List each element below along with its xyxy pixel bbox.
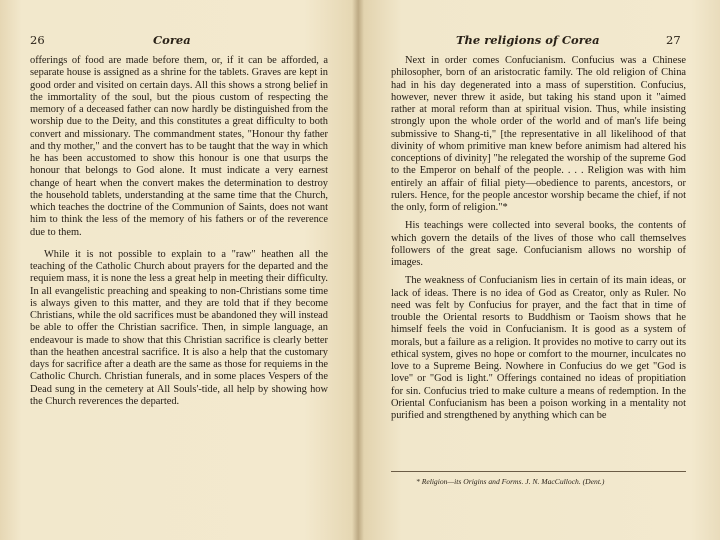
page-number-right: 27 bbox=[666, 33, 681, 47]
left-body bbox=[30, 55, 328, 408]
paragraph: The weakness of Confucianism lies in certain of its main ideas, or lack of ideas. There is no idea of God as Creator, only as Ruler. No need was felt by Confucius for prayer, and the fact that in time of trouble the Oriental resorts to Buddhism or Taoism shows that he himself feels the void in Confucianism. It is good as a system of morals, but a failure as a religion. It provides no motive to carry out its ethical system, gives no hope or comfort to the mourner, inculcates no love to a Supreme Being. Nowhere in Confucius do we get "God is love" or "God is light." Offerings contained no ideas of propitiation for sin. Confucius tried to make culture a means of redemption. In the Oriental Confucianism has been a poison working in a mentality not purified and strengthened by anything which can be bbox=[391, 275, 686, 421]
left-page bbox=[0, 0, 358, 540]
page-number-left: 26 bbox=[30, 33, 45, 47]
footnote-rule bbox=[391, 471, 686, 472]
paragraph: While it is not possible to explain to a "raw" heathen all the teaching of the Catholic Church about prayers for the departed and the requiem mass, it is none the less a great help in meeting their difficulty. In all evangelistic preaching and speaking to non-Christians some time is always given to this matter, and they are told that if they become Christians, while the old sacrifices must be abandoned they will instead be able to offer the Christian sacrifice. Then, in simple language, an endeavour is made to show that this Christian sacrifice is clearly better than the heathen ancestral sacrifice. It is also a help that the customary days for sacrifice after a death are the same as those for requiems in the Catholic Church. Christian funerals, and in some places Vespers of the Dead sung in the cemetery at All Souls'-tide, all help by showing how the Church reverences the departed. bbox=[30, 248, 328, 407]
paragraph: His teachings were collected into several books, the contents of which govern the details of the lives of those who call themselves followers of the great sage. Confucianism allows no worship of images. bbox=[391, 220, 686, 268]
paragraph: offerings of food are made before them, or, if it can be afforded, a separate house is assigned as a shrine for the tablets. Graves are kept in good order and visited on certain days. All this shows a strong belief in the immortality of the soul, but the pious custom of respecting the memory of a deceased father can now hardly be distinguished from the worship due to the Deity, and this constitutes a great difficulty to both convert and missionary. The commandment states, "Honour thy father and thy mother," and the convert has to be taught that the way in which he has been accustomed to show this honour is one that usurps the honour that belongs to God alone. It must indicate a very earnest change of heart when the convert makes the determination to destroy the household tablets, understanding at the same time that the Church, which teaches the doctrine of the Communion of Saints, does not want him to think the less of the memory of his fathers or of the reverence due to them. bbox=[30, 55, 328, 238]
running-head-left: Corea bbox=[153, 33, 191, 47]
right-body bbox=[391, 55, 686, 422]
book-gutter bbox=[352, 0, 364, 540]
running-head-right: The religions of Corea bbox=[456, 33, 600, 47]
right-page bbox=[358, 0, 720, 540]
paragraph: Next in order comes Confucianism. Confucius was a Chinese philosopher, born of an aristocratic family. The old religion of China had in his day degenerated into a mass of superstition. Confucius, however, never threw it aside, but taking his stand upon it "aimed rather at moral reform than at spiritual vision. Thus, while insisting strongly upon the whole order of the world and of man's life being submissive to Shang-ti," [the representative in all likelihood of that divinity of whom primitive man knew before animism had altered his conceptions of divinity] "he relegated the worship of the supreme God to the Emperor on behalf of the people. . . . Religion was with him entirely an affair of filial piety—obedience to parents, ancestors, or rulers. Hence, for the people ancestor worship became the chief, if not the only, form of religion."* bbox=[391, 55, 686, 213]
footnote: * Religion—its Origins and Forms. J. N. MacCulloch. (Dent.) bbox=[416, 477, 605, 486]
